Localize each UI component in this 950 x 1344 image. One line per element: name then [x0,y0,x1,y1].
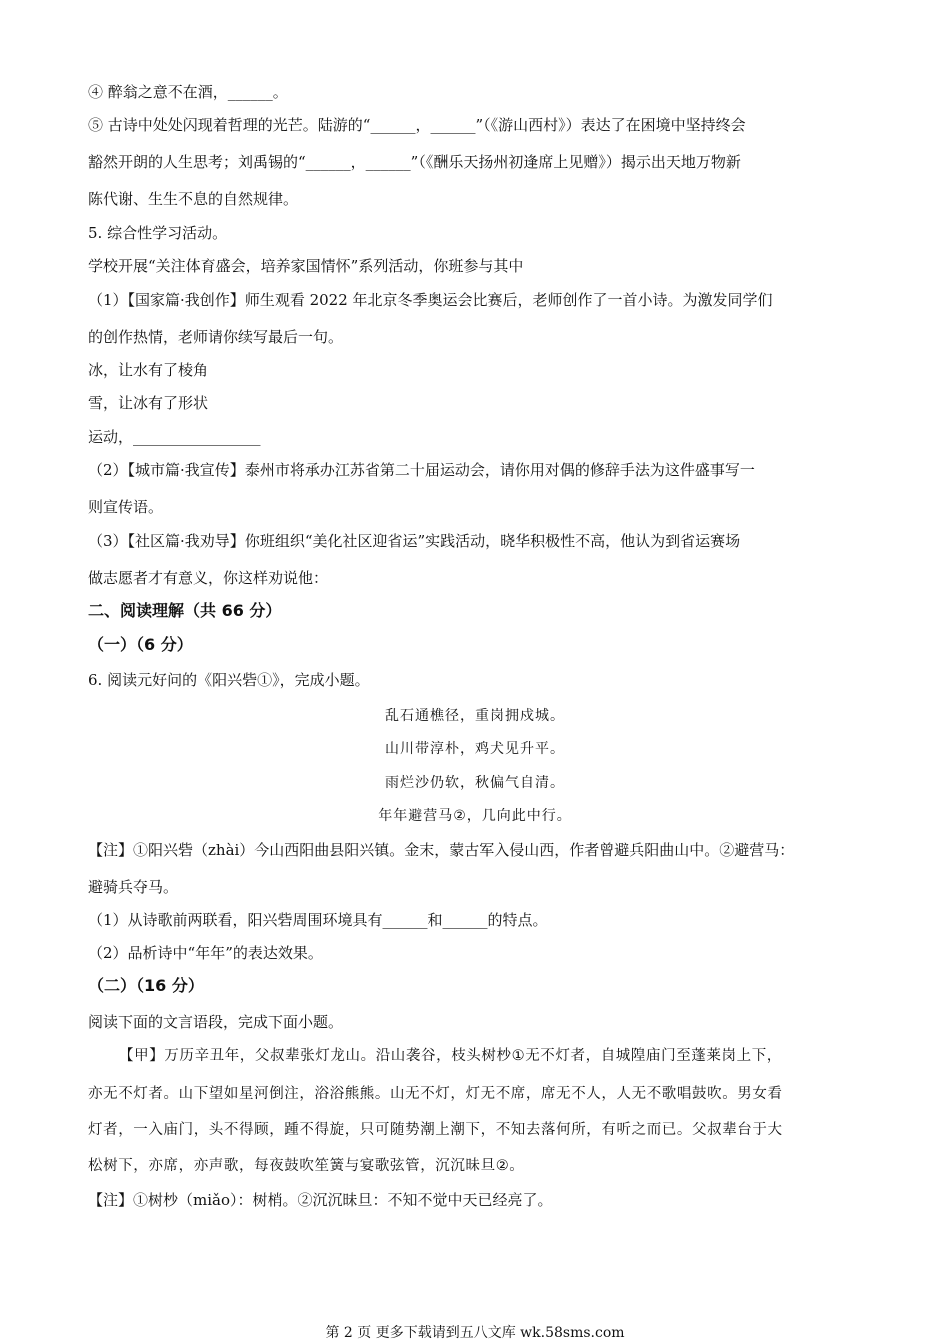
question-6-2: （2）品析诗中“年年”的表达效果。 [88,944,323,962]
question-5-1: （1）【国家篇·我创作】师生观看 2022 年北京冬季奥运会比赛后，老师创作了一首小诗。为激发同学们 [88,291,773,309]
classical-text-line-4: 松树下，亦席，亦声歌，每夜鼓吹笙簧与宴歌弦管，沉沉昧旦②。 [88,1158,525,1174]
poem-note: 【注】①阳兴砦（zhài）今山西阳曲县阳兴镇。金末，蒙古军入侵山西，作者曾避兵阳曲山中。②避营马： [88,841,795,859]
poem-line-3-blank: 运动，_________________ [88,428,261,446]
classical-note: 【注】①树杪（miǎo）：树梢。②沉沉昧旦：不知不觉中天已经亮了。 [88,1191,553,1209]
poem-verse-2: 山川带淳朴，鸡犬见升平。 [385,741,565,757]
question-5-2-cont: 则宣传语。 [88,498,164,516]
question-5-3-cont: 做志愿者才有意义，你这样劝说他： [88,569,329,587]
poem-line-2: 雪，让冰有了形状 [88,394,209,412]
section-2-part-2: （二）（16 分） [88,976,204,995]
question-5-intro: 学校开展“关注体育盛会，培养家国情怀”系列活动，你班参与其中 [88,257,524,275]
poem-verse-1: 乱石通樵径，重岗拥戍城。 [385,708,565,724]
fill-blank-line-5-end: 陈代谢、生生不息的自然规律。 [88,190,299,208]
poem-verse-4: 年年避营马②，几向此中行。 [378,808,572,824]
poem-verse-3: 雨烂沙仍软，秋偏气自清。 [385,775,565,791]
fill-blank-line-5: ⑤ 古诗中处处闪现着哲理的光芒。陆游的“______，______”（《游山西村》）表达了在困境中坚持终会 [88,116,746,134]
question-5-2: （2）【城市篇·我宣传】泰州市将承办江苏省第二十届运动会，请你用对偶的修辞手法为这件盛事写一 [88,461,755,479]
page-footer: 第 2 页 更多下载请到五八文库 wk.58sms.com [325,1325,625,1341]
poem-note-cont: 避骑兵夺马。 [88,878,179,896]
question-5-title: 5. 综合性学习活动。 [88,224,228,242]
classical-text-line-3: 灯者，一入庙门，头不得顾，踵不得旋，只可随势潮上潮下，不知去落何所，有听之而已。父叔辈台于大 [88,1122,783,1138]
classical-text-line-1: 【甲】万历辛丑年，父叔辈张灯龙山。沿山袭谷，枝头树杪①无不灯者，自城隍庙门至蓬莱岗上下， [119,1048,782,1064]
section-2-title: 二、阅读理解（共 66 分） [88,601,282,620]
poem-line-1: 冰，让水有了棱角 [88,361,209,379]
question-6-intro: 6. 阅读元好问的《阳兴砦①》，完成小题。 [88,671,370,689]
classical-text-line-2: 亦无不灯者。山下望如星河倒注，浴浴熊熊。山无不灯，灯无不席，席无不人，人无不歌唱鼓吹。男女看 [88,1086,783,1102]
section-2-part-1: （一）（6 分） [88,635,193,654]
classical-intro: 阅读下面的文言语段，完成下面小题。 [88,1013,344,1031]
fill-blank-line-5-cont: 豁然开朗的人生思考；刘禹锡的“______，______”（《酬乐天扬州初逢席上见赠》）揭示出天地万物新 [88,153,741,171]
fill-blank-line-4: ④ 醉翁之意不在酒，______。 [88,83,288,101]
question-5-1-cont: 的创作热情，老师请你续写最后一句。 [88,328,344,346]
question-5-3: （3）【社区篇·我劝导】你班组织“美化社区迎省运”实践活动，晓华积极性不高，他认为到省运赛场 [88,532,741,550]
question-6-1: （1）从诗歌前两联看，阳兴砦周围环境具有______和______的特点。 [88,911,548,929]
